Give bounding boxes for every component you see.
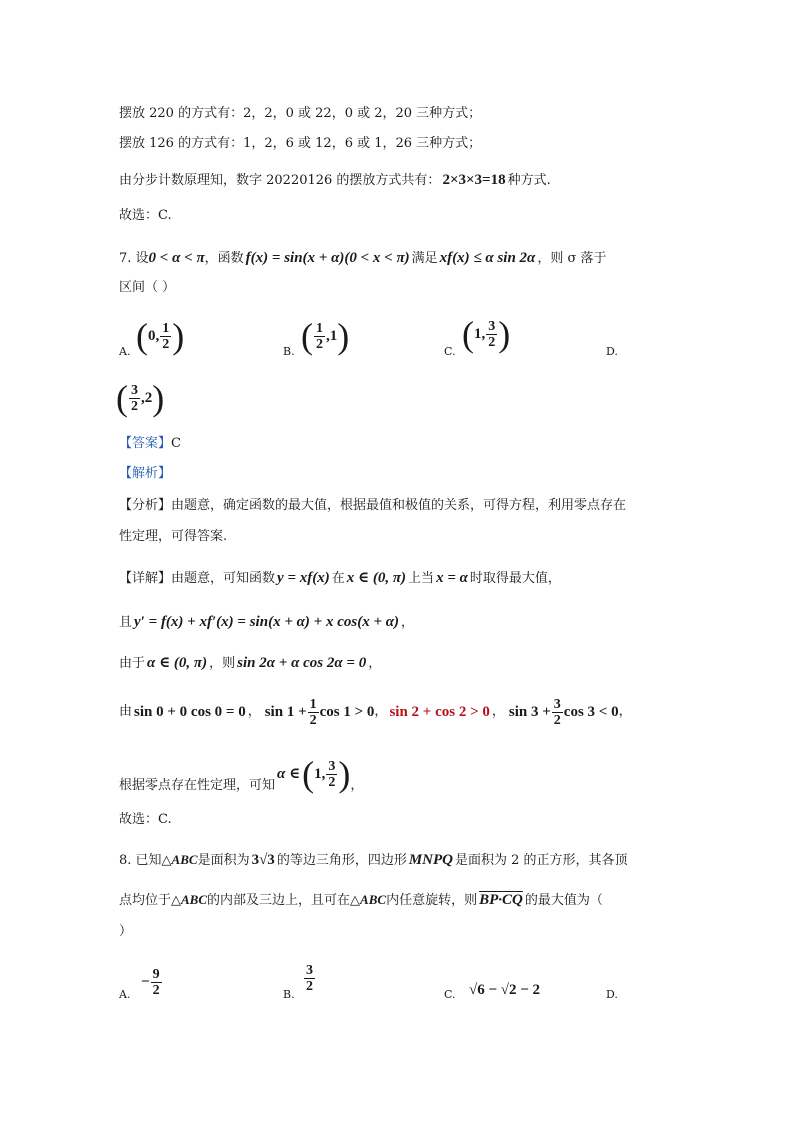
section-tag: 【详解】: [119, 571, 172, 586]
text-line: [119, 170, 551, 191]
text-line: [119, 890, 603, 911]
option-c-interval: [462, 314, 510, 354]
option-a-interval: [136, 316, 184, 356]
option-c-value: √6 − √2 − 2: [469, 982, 541, 998]
math-text: 1,: [314, 766, 326, 782]
fraction: [486, 319, 497, 350]
paren: ): [152, 378, 165, 418]
denominator: 2: [316, 336, 323, 352]
numerator: 1: [316, 320, 323, 336]
fraction: [326, 759, 337, 790]
math-expression: xf(x) ≤ α sin 2α: [439, 250, 536, 266]
detail-line: [119, 568, 561, 589]
math-expression: △ABC: [350, 892, 387, 907]
option-b-interval: [301, 316, 349, 356]
math-expression: x ∈ (0, π): [346, 570, 407, 586]
math-text: −: [141, 973, 150, 990]
text-line: 故选：C.: [119, 208, 172, 223]
text-line: 故选：C.: [119, 812, 172, 827]
denominator: 2: [152, 982, 160, 998]
math-text: ,1: [326, 327, 338, 344]
math-expression: 3√3: [251, 852, 275, 868]
condition-line: [119, 653, 381, 674]
text-span: 由: [119, 704, 133, 719]
text-span: 在: [331, 571, 345, 586]
text-span: ，则 σ 落于: [537, 251, 607, 266]
text-span: 且: [119, 615, 133, 630]
numerator: 3: [306, 962, 313, 978]
numerator: 9: [152, 966, 160, 982]
text-span: ，: [374, 704, 388, 719]
math-text: sin 3 +: [508, 704, 551, 720]
paren: ): [338, 754, 351, 794]
math-expression: y = xf(x): [277, 570, 330, 586]
text-span: 由于: [119, 656, 146, 671]
text-line: 摆放 126 的方式有：1，2，6 或 12，6 或 1，26 三种方式；: [119, 136, 482, 151]
text-span: 的等边三角形，四边形: [276, 853, 407, 868]
math-expression: sin 2α + α cos 2α = 0: [237, 655, 367, 671]
numerator: 3: [328, 758, 336, 774]
paren: (: [116, 378, 128, 418]
math-expression: 0 < α < π: [148, 250, 205, 266]
text-span: ，: [401, 615, 415, 630]
denominator: 2: [162, 336, 170, 352]
denominator: 2: [131, 398, 138, 414]
option-d-interval: [116, 378, 164, 418]
text-span: ，: [368, 656, 382, 671]
text-span: ，: [350, 778, 364, 793]
text-line: ）: [119, 924, 133, 939]
math-text: 0,: [148, 327, 160, 344]
option-b-value: [303, 958, 316, 998]
denominator: 2: [306, 978, 313, 994]
answer-line: [119, 434, 181, 454]
text-span: 时取得最大值，: [469, 571, 561, 586]
math-text: cos 3 < 0: [563, 704, 619, 720]
question-7-stem: [119, 248, 606, 269]
numerator: 1: [309, 696, 317, 712]
text-span: ，: [247, 704, 261, 719]
paren: (: [301, 316, 313, 356]
fraction: [314, 321, 325, 352]
text-span: 根据零点存在性定理，可知: [119, 778, 276, 793]
question-number: 8. 已知: [119, 853, 162, 868]
question-number: 7. 设: [119, 251, 149, 266]
text-span: 的内部及三边上，且可在: [207, 893, 351, 908]
paren: (: [462, 314, 474, 354]
text-line: 性定理，可得答案.: [119, 529, 228, 544]
math-text: sin 1 +: [264, 704, 307, 720]
paren: ): [172, 316, 185, 356]
conclusion-line: [119, 752, 363, 796]
text-line: 区间（ ）: [119, 280, 176, 295]
answer-value: C: [171, 436, 181, 451]
option-c-label: C.: [444, 988, 456, 1001]
text-span: 是面积为: [197, 853, 250, 868]
option-d-label: D.: [606, 345, 618, 358]
option-c-label: C.: [444, 345, 456, 358]
question-8-stem: [119, 850, 628, 871]
text-span: ，: [491, 704, 505, 719]
denominator: 2: [488, 334, 496, 350]
paren: (: [136, 316, 148, 356]
option-a-label: A.: [119, 345, 131, 358]
fraction: [129, 383, 140, 414]
text-span: 由题意，确定函数的最大值，根据最值和极值的关系，可得方程，利用零点存在: [171, 498, 627, 513]
math-expression: x = α: [436, 570, 468, 586]
text-span: 内任意旋转，则: [386, 893, 478, 908]
answer-tag: 【答案】: [119, 436, 172, 451]
math-expression: f(x) = sin(x + α)(0 < x < π): [245, 250, 410, 266]
text-span: 满足: [411, 251, 438, 266]
math-text: ,2: [141, 389, 153, 406]
denominator: 2: [328, 774, 336, 790]
math-expression: 2×3×3=18: [442, 172, 506, 188]
section-tag: 【分析】: [119, 498, 172, 513]
text-span: ，则: [209, 656, 236, 671]
analysis-heading: [119, 464, 171, 484]
text-span: 由分步计数原理知，数字 20220126 的摆放方式共有：: [119, 173, 441, 188]
math-expression: sin 0 + 0 cos 0 = 0: [134, 704, 246, 720]
math-expression: △ABC: [171, 892, 208, 907]
option-b-label: B.: [283, 345, 295, 358]
math-text: 1,: [474, 325, 486, 342]
text-span: 上当: [408, 571, 435, 586]
text-span: 由题意，可知函数: [171, 571, 276, 586]
numerator: 3: [488, 318, 496, 334]
option-a-label: A.: [119, 988, 131, 1001]
text-span: 点均位于: [119, 893, 172, 908]
vector-expression: BP·CQ: [479, 892, 523, 908]
option-b-label: B.: [283, 988, 295, 1001]
text-span: 是面积为 2 的正方形，其各顶: [455, 853, 628, 868]
fraction: [308, 697, 319, 728]
paren: ): [337, 316, 350, 356]
math-expression: MNPQ: [408, 852, 453, 868]
math-expression: α ∈ (0, π): [147, 655, 208, 671]
numerator: 1: [162, 320, 170, 336]
math-expression: y′ = f(x) + xf′(x) = sin(x + α) + x cos(x + α): [134, 614, 400, 630]
text-span: ，: [618, 704, 632, 719]
fraction: [304, 963, 315, 994]
denominator: 2: [553, 712, 561, 728]
numerator: 3: [553, 696, 561, 712]
math-expression: [265, 697, 375, 728]
math-expression-highlight: sin 2 + cos 2 > 0: [389, 704, 490, 720]
analysis-line: [119, 496, 626, 516]
text-span: ，函数: [204, 251, 244, 266]
math-expression: [509, 697, 619, 728]
paren: (: [302, 754, 315, 794]
math-expression: △ABC: [161, 852, 198, 867]
text-span: 种方式.: [507, 173, 551, 188]
math-text: cos 1 > 0: [319, 704, 375, 720]
paren: ): [498, 314, 511, 354]
analysis-tag: 【解析】: [119, 466, 172, 481]
option-d-label: D.: [606, 988, 618, 1001]
math-expression: α ∈: [277, 766, 301, 782]
interval: [302, 754, 351, 794]
evaluation-line: [119, 692, 632, 732]
option-a-value: [141, 962, 163, 1002]
text-span: 的最大值为（: [524, 893, 603, 908]
numerator: 3: [131, 382, 138, 398]
fraction: [151, 967, 162, 998]
derivative-line: [119, 612, 414, 633]
text-line: 摆放 220 的方式有：2，2，0 或 22，0 或 2，20 三种方式；: [119, 106, 482, 121]
fraction: [160, 321, 171, 352]
denominator: 2: [309, 712, 317, 728]
fraction: [552, 697, 563, 728]
